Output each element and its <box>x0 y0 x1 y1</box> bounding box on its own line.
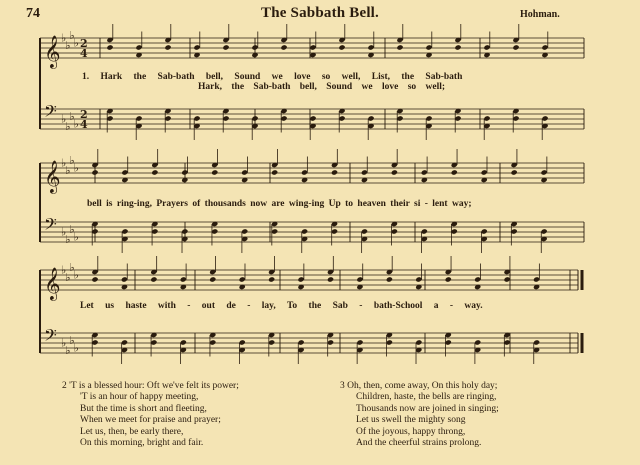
flat-sign-icon: ♭ <box>65 39 71 52</box>
flat-sign-icon: ♭ <box>69 261 75 274</box>
note-head <box>222 44 229 50</box>
flat-sign-icon: ♭ <box>61 31 67 45</box>
note-head <box>268 276 275 282</box>
lyric-line-1: 1. Hark the Sab-bath bell, Sound we love so well, List, the Sab-bath <box>82 72 463 82</box>
flat-sign-icon: ♭ <box>69 334 75 347</box>
verse-line: 3 Oh, then, come away, On this holy day; <box>340 381 498 391</box>
composer-name: Hohman. <box>520 9 560 20</box>
flat-sign-icon: ♭ <box>61 336 67 350</box>
flat-sign-icon: ♭ <box>65 233 71 246</box>
flat-sign-icon: ♭ <box>61 263 67 277</box>
flat-sign-icon: ♭ <box>61 112 67 126</box>
note-head <box>91 276 98 282</box>
flat-sign-icon: ♭ <box>61 225 67 239</box>
flat-sign-icon: ♭ <box>73 230 79 244</box>
flat-sign-icon: ♭ <box>69 29 75 42</box>
flat-sign-icon: ♭ <box>69 110 75 123</box>
note-head <box>151 169 158 175</box>
note-head <box>271 169 278 175</box>
flat-sign-icon: ♭ <box>73 117 79 131</box>
verse-line: 2 'T is a blessed hour: Oft we've felt its power; <box>62 381 239 391</box>
note-head <box>164 44 171 50</box>
flat-sign-icon: ♭ <box>73 341 79 355</box>
time-signature-top: 2 <box>80 108 88 121</box>
bass-clef-icon: 𝄢 <box>44 214 57 238</box>
treble-clef-icon: 𝄞 <box>44 35 61 68</box>
verse-line: Children, haste, the bells are ringing, <box>356 392 497 403</box>
flat-sign-icon: ♭ <box>65 344 71 357</box>
time-signature-bottom: 4 <box>80 47 88 60</box>
bass-clef-icon: 𝄢 <box>44 101 57 125</box>
note-head <box>211 169 218 175</box>
verse-line: Let us, then, be early there, <box>80 426 184 437</box>
note-head <box>338 44 345 50</box>
verse-line: On this morning, bright and fair. <box>80 438 204 449</box>
lyric-line-1-echo: Hark, the Sab-bath bell, Sound we love so well; <box>198 82 446 92</box>
verse-line: And the cheerful strains prolong. <box>356 438 482 449</box>
verse-2 <box>62 381 239 449</box>
note-head <box>451 169 458 175</box>
note-head <box>391 169 398 175</box>
page-number: 74 <box>26 6 40 21</box>
flat-sign-icon: ♭ <box>73 36 79 50</box>
verse-line: 'T is an hour of happy meeting, <box>80 392 199 403</box>
note-head <box>150 276 157 282</box>
flat-sign-icon: ♭ <box>61 156 67 170</box>
verse-line: Of the joyous, happy throng, <box>356 426 466 437</box>
treble-clef-icon: 𝄞 <box>44 267 61 300</box>
note-head <box>209 276 216 282</box>
verse-line: When we meet for praise and prayer; <box>80 415 221 426</box>
note-head <box>386 276 393 282</box>
song-title: The Sabbath Bell. <box>260 5 380 21</box>
note-head <box>331 169 338 175</box>
flat-sign-icon: ♭ <box>65 120 71 133</box>
time-signature-bottom: 4 <box>80 118 88 131</box>
note-head <box>91 169 98 175</box>
flat-sign-icon: ♭ <box>69 154 75 167</box>
flat-sign-icon: ♭ <box>65 164 71 177</box>
note-head <box>106 44 113 50</box>
note-head <box>280 44 287 50</box>
note-head <box>445 276 452 282</box>
flat-sign-icon: ♭ <box>73 268 79 282</box>
note-head <box>454 44 461 50</box>
treble-clef-icon: 𝄞 <box>44 160 61 193</box>
flat-sign-icon: ♭ <box>73 161 79 175</box>
time-signature-top: 2 <box>80 37 88 50</box>
verse-line: But the time is short and fleeting, <box>80 403 207 414</box>
flat-sign-icon: ♭ <box>65 271 71 284</box>
verse-line: Let us swell the mighty song <box>356 415 466 426</box>
verse-3 <box>340 381 499 449</box>
verse-line: Thousands now are joined in singing; <box>356 403 499 414</box>
lyric-line-3: Let us haste with - out de - lay, To the Sab - bath-School a - way. <box>80 301 483 311</box>
bass-clef-icon: 𝄢 <box>44 325 57 349</box>
note-head <box>396 44 403 50</box>
lyric-line-2: bell is ring-ing, Prayers of thousands now are wing-ing Up to heaven their si - lent way; <box>87 199 472 209</box>
note-head <box>512 44 519 50</box>
flat-sign-icon: ♭ <box>69 223 75 236</box>
note-head <box>511 169 518 175</box>
note-head <box>327 276 334 282</box>
